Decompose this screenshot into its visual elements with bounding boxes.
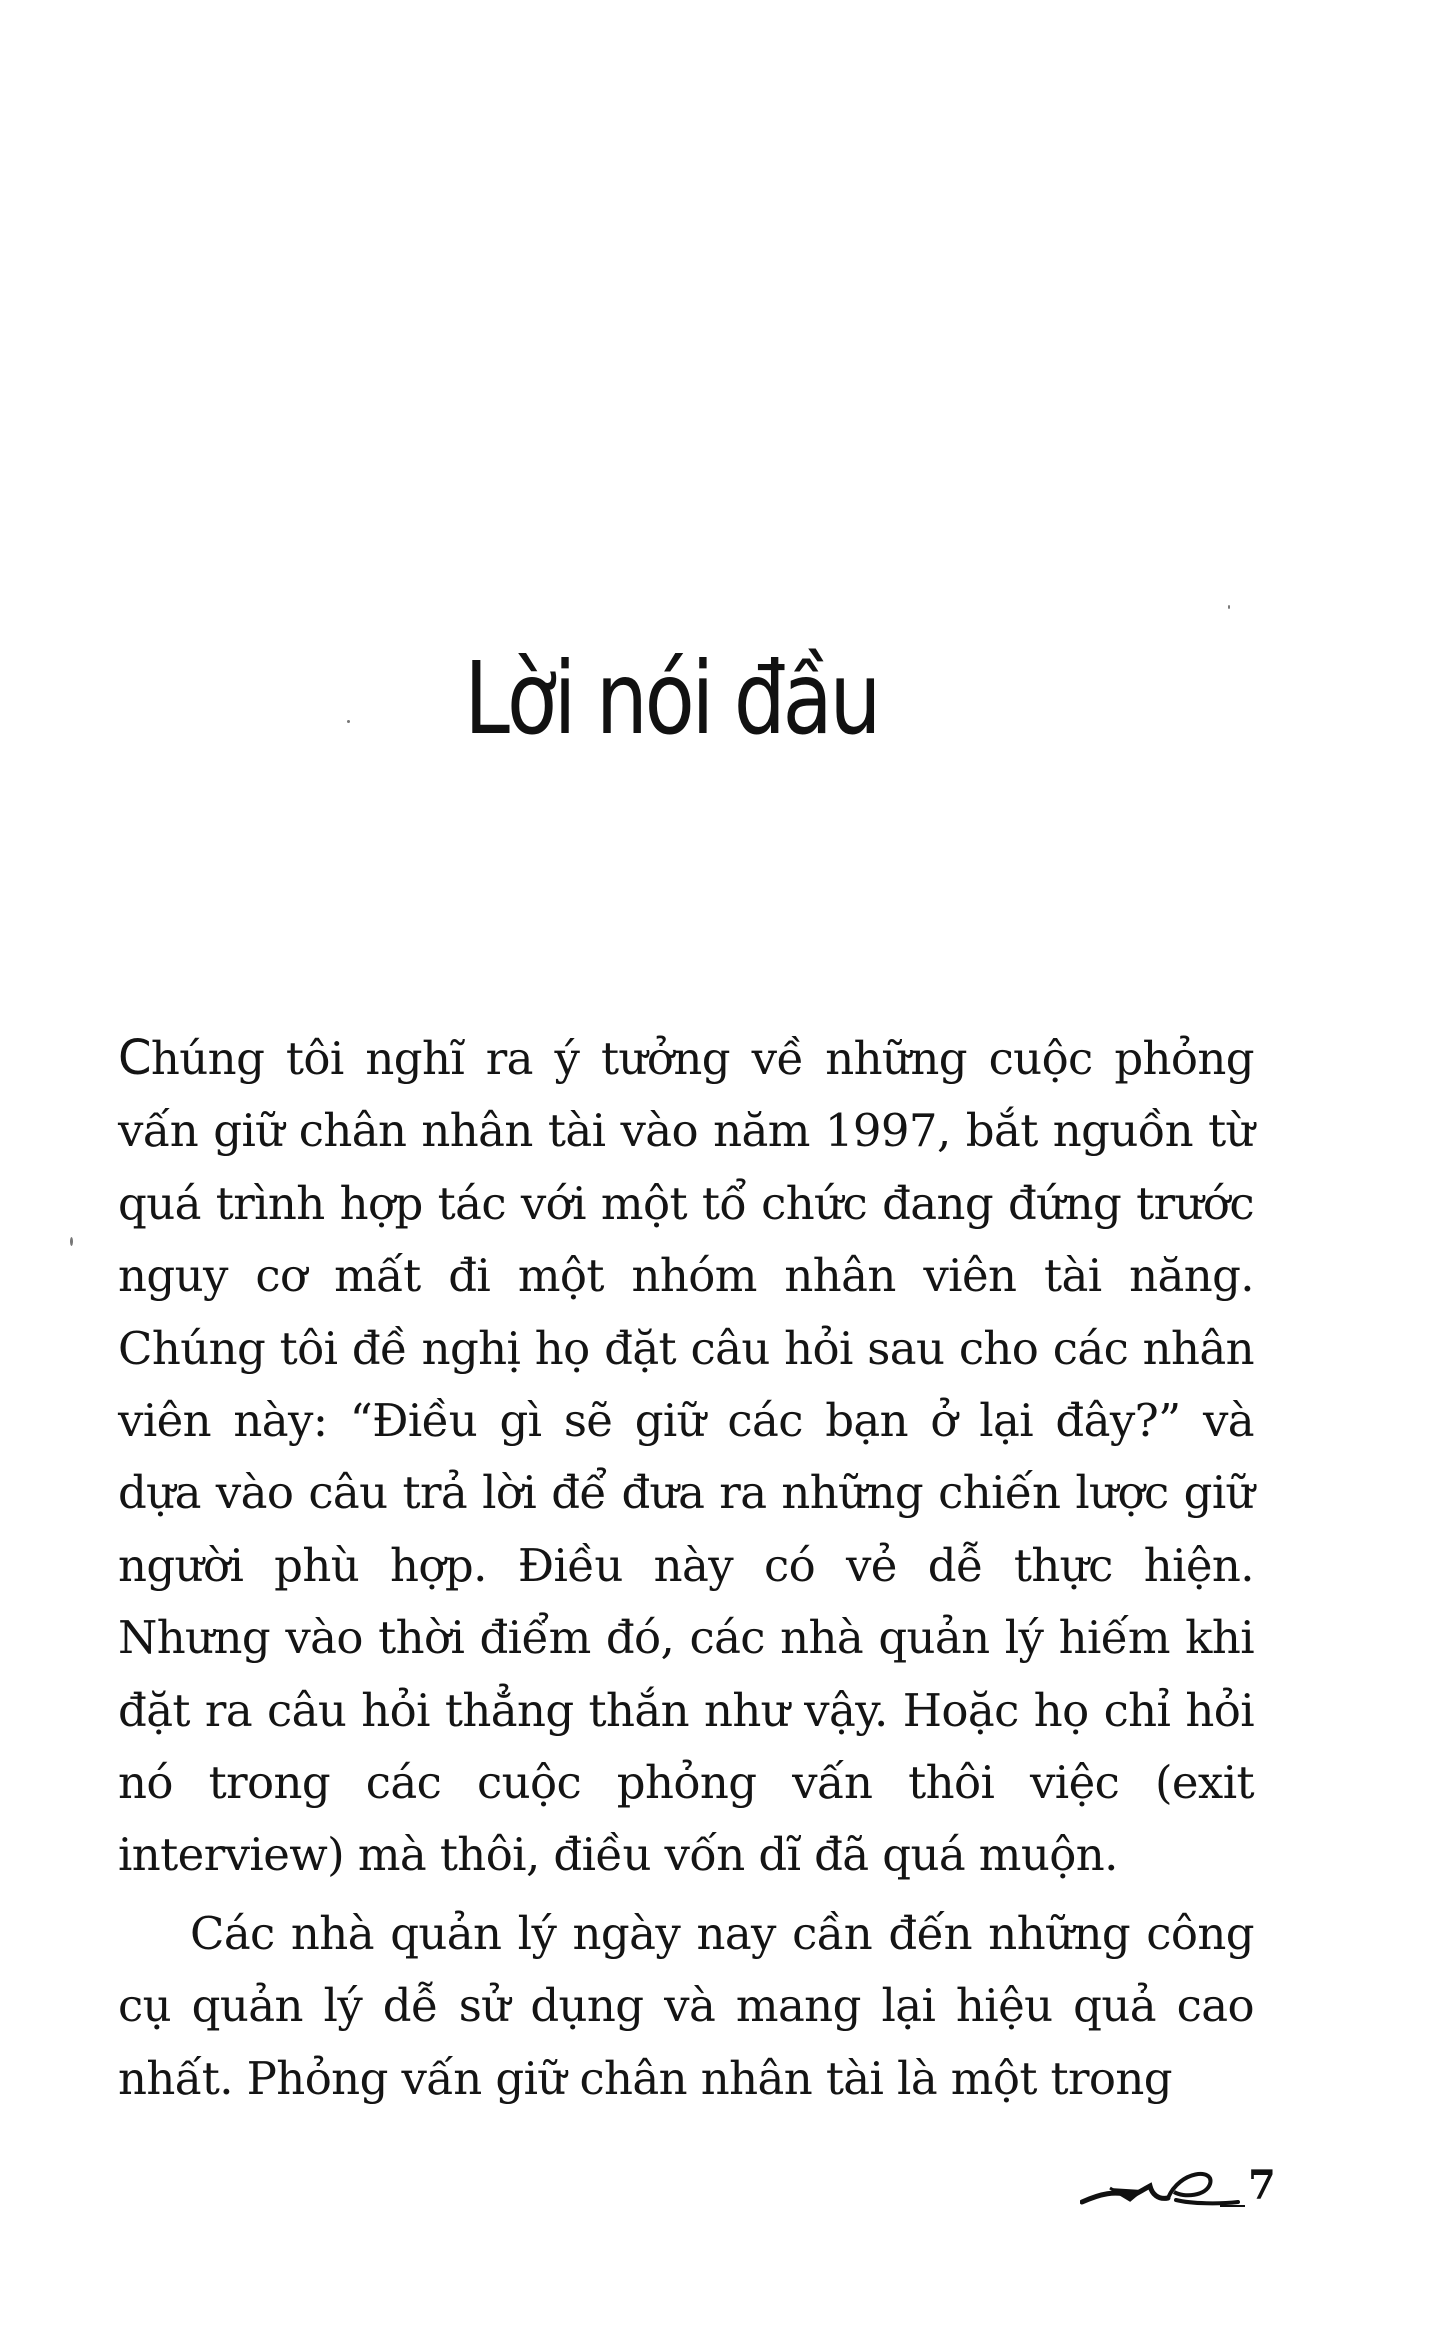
chapter-title: Lời nói đầu [464, 640, 879, 757]
scan-speck [70, 1237, 73, 1246]
page-number: 7 [1248, 2162, 1276, 2209]
body-text [118, 1022, 1254, 2115]
page-footer [1080, 2160, 1280, 2230]
paragraph-1-text: húng tôi nghĩ ra ý tưởng về những cuộc phỏng vấn giữ chân nhân tài vào năm 1997, bắt nguồn từ quá trình hợp tác với một tổ chức đang đứng trước nguy cơ mất đi một nhóm nhân viên tài năng. Chúng tôi đề nghị họ đặt câu hỏi sau cho các nhân viên này: “Điều gì sẽ giữ các bạn ở lại đây?” và dựa vào câu trả lời để đưa ra những chiến lược giữ người phù hợp. Điều này có vẻ dễ thực hiện. Nhưng vào thời điểm đó, các nhà quản lý hiếm khi đặt ra câu hỏi thẳng thắn như vậy. Hoặc họ chỉ hỏi nó trong các cuộc phỏng vấn thôi việc (exit interview) mà thôi, điều vốn dĩ đã quá muộn. [118, 1032, 1254, 1882]
decorative-flourish-icon [1080, 2160, 1245, 2210]
scan-speck [1228, 605, 1230, 609]
initial-letter: C [118, 1030, 151, 1086]
paragraph-2: Các nhà quản lý ngày nay cần đến những công cụ quản lý dễ sử dụng và mang lại hiệu quả cao nhất. Phỏng vấn giữ chân nhân tài là một trong [118, 1906, 1254, 2105]
paragraph-1 [118, 1022, 1254, 1892]
